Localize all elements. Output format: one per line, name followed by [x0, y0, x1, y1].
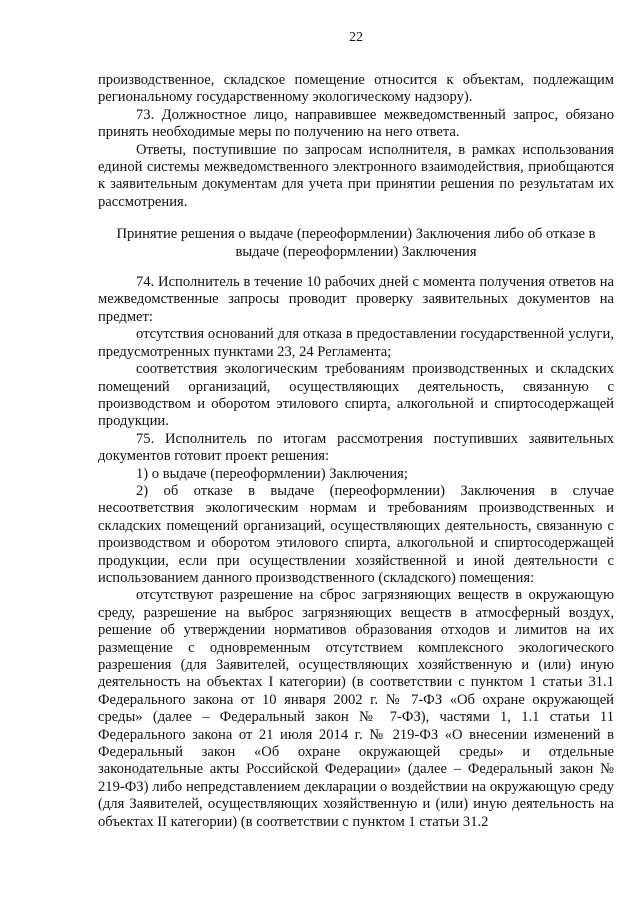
- paragraph-grounds: отсутствуют разрешение на сброс загрязняющих веществ в окружающую среду, разрешение на выброс загрязняющих веществ в атмосферный воздух, решение об утверждении нормативов образования отходов и лимитов на их размещение с одновременным отсутствием комплексного экологического разрешения (для Заявителей, осуществляющих хозяйственную и (или) иную деятельность на объектах I категории) (в соответствии с пунктом 1 статьи 31.1 Федерального закона от 10 января 2002 г. № 7-ФЗ «Об охране окружающей среды» (далее – Федеральный закон № 7-ФЗ), частями 1, 1.1 статьи 11 Федерального закона от 21 июля 2014 г. № 219-ФЗ «О внесении изменений в Федеральный закон «Об охране окружающей среды» и отдельные законодательные акты Российской Федерации» (далее – Федеральный закон № 219-ФЗ) либо непредставлением декларации о воздействии на окружающую среду (для Заявителей, осуществляющих хозяйственную и (или) иную деятельность на объектах II категории) (в соответствии с пунктом 1 статьи 31.2: [98, 587, 614, 830]
- paragraph-73: 73. Должностное лицо, направившее межведомственный запрос, обязано принять необходимые меры по получению на него ответа.: [98, 106, 614, 141]
- page-number: 22: [349, 30, 363, 45]
- section-heading: Принятие решения о выдаче (переоформлении) Заключения либо об отказе в выдаче (переоформлении) Заключения: [116, 226, 596, 260]
- paragraph-75: 75. Исполнитель по итогам рассмотрения поступивших заявительных документов готовит проект решения:: [98, 430, 614, 465]
- paragraph-75-item-1: 1) о выдаче (переоформлении) Заключения;: [136, 465, 408, 482]
- paragraph-continuation: производственное, складское помещение относится к объектам, подлежащим региональному государственному экологическому надзору).: [98, 72, 614, 106]
- paragraph-responses: Ответы, поступившие по запросам исполнителя, в рамках использования единой системы межведомственного электронного взаимодействия, приобщаются к заявительным документам для учета при принятии решения по результатам их рассмотрения.: [98, 141, 614, 210]
- document-page: [98, 30, 614, 831]
- paragraph-74-item-1: отсутствия оснований для отказа в предоставлении государственной услуги, предусмотренных пунктами 23, 24 Регламента;: [98, 326, 614, 360]
- paragraph-74: 74. Исполнитель в течение 10 рабочих дней с момента получения ответов на межведомственные запросы проводит проверку заявительных документов на предмет:: [98, 274, 614, 325]
- paragraph-74-item-2: соответствия экологическим требованиям производственных и складских помещений организаций, осуществляющих деятельность, связанную с производством и оборотом этилового спирта, алкогольной и спиртосодержащей продукции.: [98, 361, 614, 430]
- paragraph-75-item-2: 2) об отказе в выдаче (переоформлении) Заключения в случае несоответствия экологическим нормам и требованиям производственных и складских помещений организаций, осуществляющих деятельность, связанную с производством и оборотом этилового спирта, алкогольной и спиртосодержащей продукции, если при осуществлении хозяйственной и иной деятельности с использованием данного производственного (складского) помещения:: [98, 482, 614, 586]
